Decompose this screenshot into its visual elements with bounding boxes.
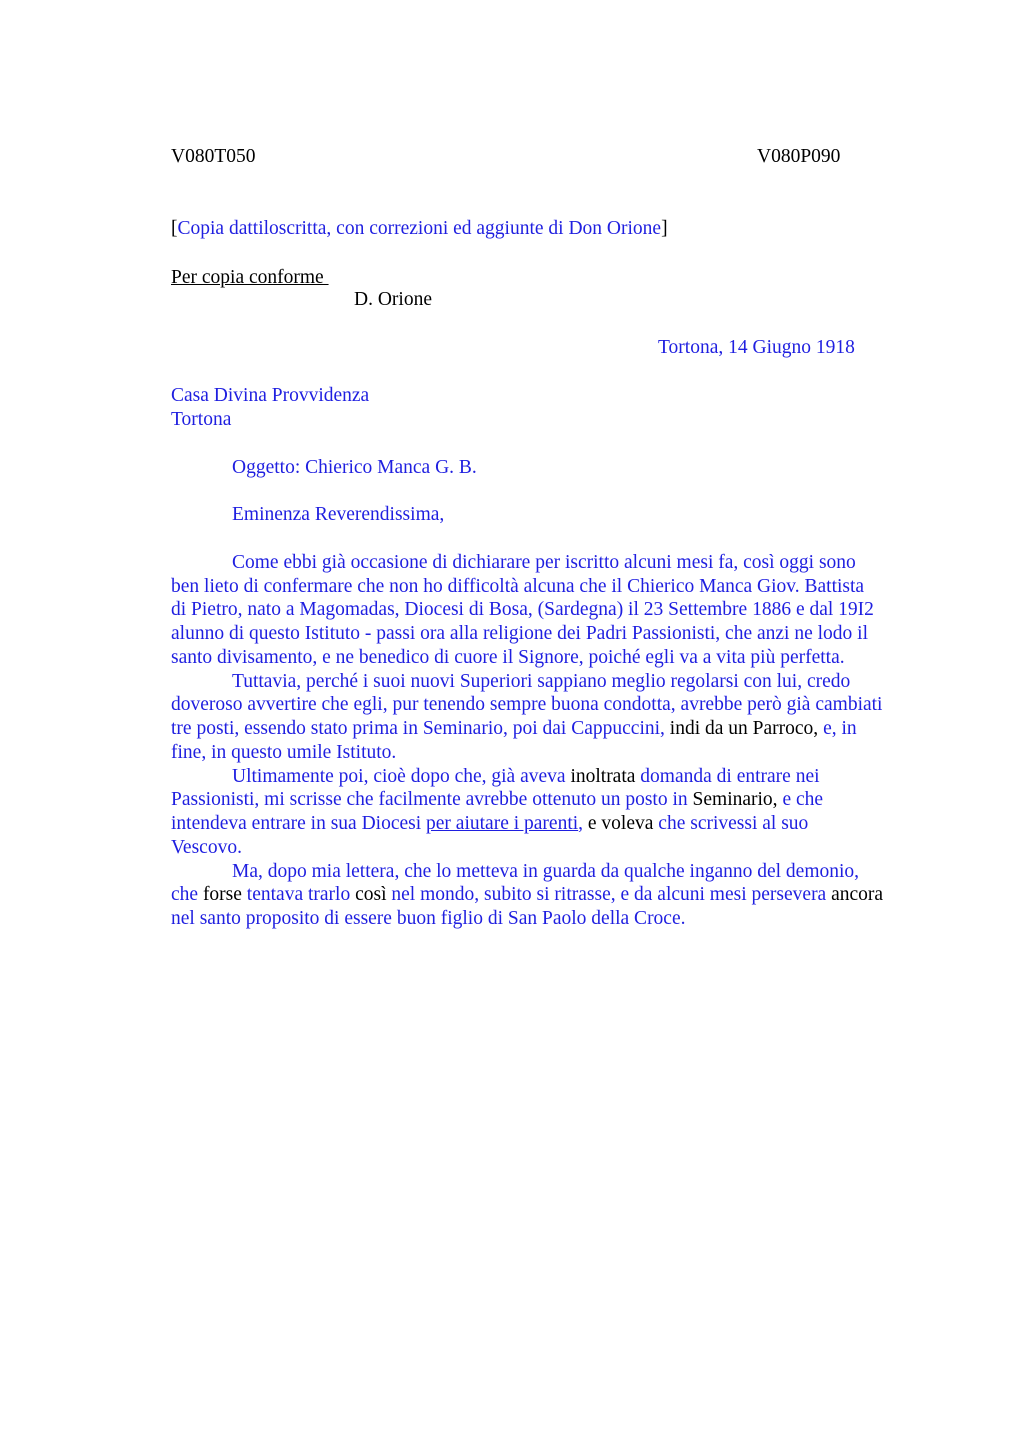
body-line	[171, 883, 883, 907]
address-line-2: Tortona	[171, 409, 232, 430]
note-close-bracket: ]	[661, 218, 668, 239]
body-line: Come ebbi già occasione di dichiarare per iscritto alcuni mesi fa, così oggi sono	[232, 552, 856, 573]
note-open-bracket: [	[171, 218, 178, 239]
salutation: Eminenza Reverendissima,	[232, 504, 445, 525]
body-line: nel santo proposito di essere buon figlio di San Paolo della Croce.	[171, 908, 686, 929]
body-segment-underlined: per aiutare i parenti	[426, 813, 579, 834]
body-line: alunno di questo Istituto - passi ora alla religione dei Padri Passionisti, che anzi ne lodo il	[171, 623, 868, 644]
body-segment: ancora	[831, 884, 884, 905]
body-segment: tentava trarlo	[246, 884, 356, 905]
body-segment: tre posti, essendo stato prima in Seminario, poi dai Cappuccini,	[171, 718, 665, 739]
body-segment: e voleva	[583, 813, 659, 834]
body-line: ben lieto di confermare che non ho difficoltà alcuna che il Chierico Manca Giov. Battista	[171, 576, 865, 597]
note-text: Copia dattiloscritta, con correzioni ed aggiunte di Don Orione	[177, 218, 662, 239]
body-segment: che	[171, 884, 203, 905]
body-line	[171, 812, 808, 836]
body-segment: così	[355, 884, 392, 905]
letter-date: Tortona, 14 Giugno 1918	[658, 337, 855, 358]
body-line: santo divisamento, e ne benedico di cuore il Signore, poiché egli va a vita più perfetta.	[171, 647, 845, 668]
body-segment: e, in	[818, 718, 857, 739]
body-line: Ma, dopo mia lettera, che lo metteva in guarda da qualche inganno del demonio,	[232, 861, 860, 882]
editorial-note	[171, 217, 668, 241]
document-code-right: V080P090	[757, 146, 841, 167]
body-segment: inoltrata	[570, 766, 636, 787]
body-segment: intendeva entrare in sua Diocesi	[171, 813, 427, 834]
body-segment: che scrivessi al suo	[658, 813, 809, 834]
body-segment: forse	[202, 884, 247, 905]
signature: D. Orione	[354, 289, 432, 310]
document-code-left: V080T050	[171, 146, 256, 167]
body-line	[232, 765, 820, 789]
body-line	[171, 717, 857, 741]
body-segment: domanda di entrare nei	[635, 766, 820, 787]
body-segment: indi da un Parroco,	[664, 718, 819, 739]
body-segment: Seminario,	[692, 789, 778, 810]
body-line: doveroso avvertire che egli, pur tenendo sempre buona condotta, avrebbe però già cambiati	[171, 694, 883, 715]
address-line-1: Casa Divina Provvidenza	[171, 385, 370, 406]
certification-label: Per copia conforme	[171, 267, 329, 288]
body-segment: Passionisti, mi scrisse che facilmente avrebbe ottenuto un posto in	[171, 789, 693, 810]
body-line: Vescovo.	[171, 837, 242, 858]
body-line: di Pietro, nato a Magomadas, Diocesi di Bosa, (Sardegna) il 23 Settembre 1886 e dal 19I2	[171, 599, 874, 620]
body-line: fine, in questo umile Istituto.	[171, 742, 397, 763]
body-line	[171, 788, 823, 812]
body-segment: ,	[578, 813, 584, 834]
body-segment: nel mondo, subito si ritrasse, e da alcuni mesi persevera	[391, 884, 832, 905]
subject-line: Oggetto: Chierico Manca G. B.	[232, 457, 477, 478]
body-segment: Ultimamente poi, cioè dopo che, già aveva	[232, 766, 571, 787]
body-line: Tuttavia, perché i suoi nuovi Superiori sappiano meglio regolarsi con lui, credo	[232, 671, 851, 692]
body-segment: e che	[777, 789, 824, 810]
